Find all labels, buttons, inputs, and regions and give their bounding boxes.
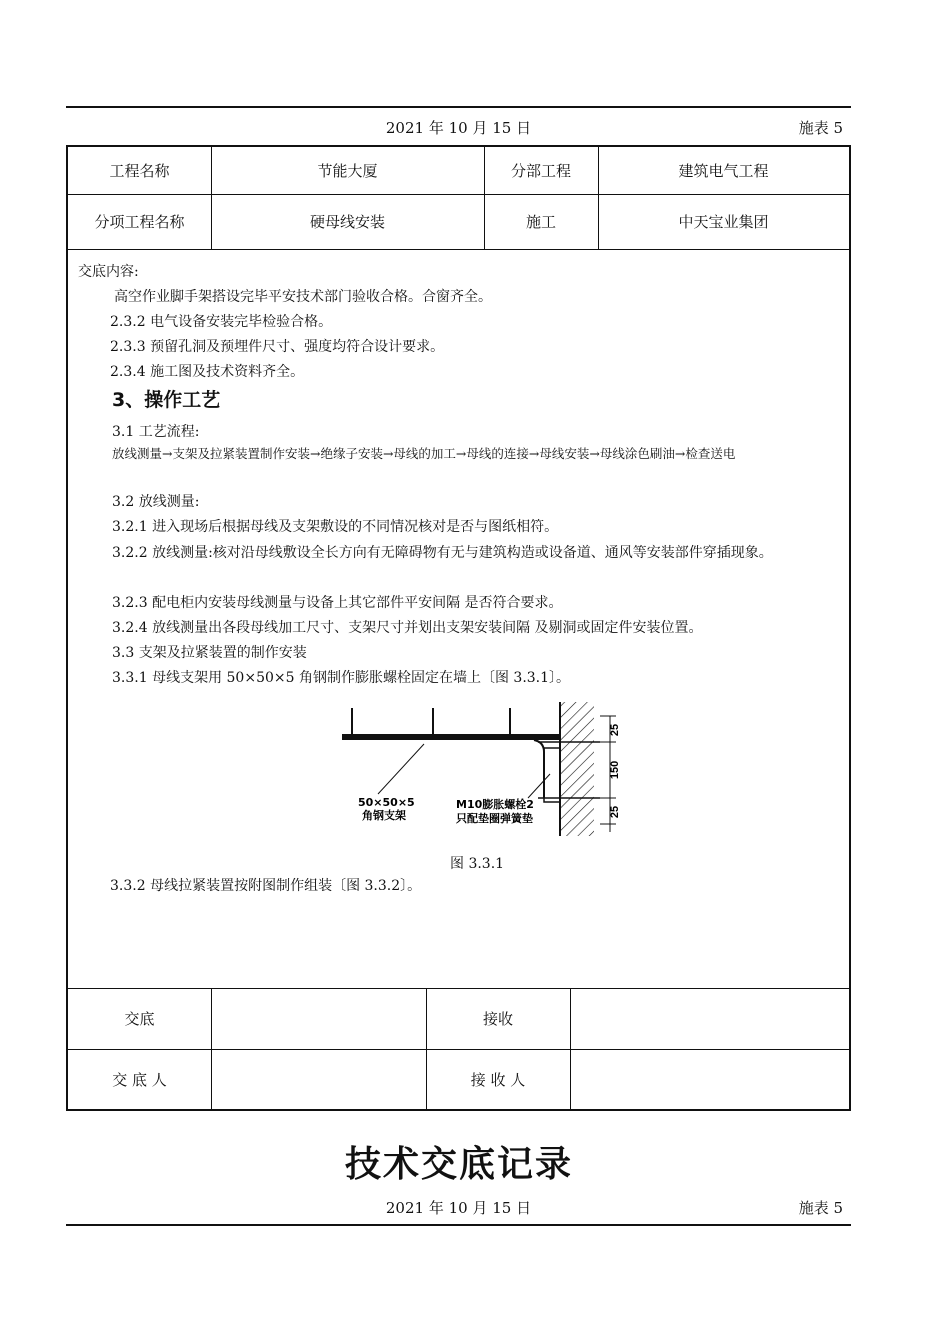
- value-division: 建筑电气工程: [678, 162, 769, 180]
- footer-date: 2021 年 10 月 15 日: [385, 1199, 532, 1217]
- header-form-number: 施表 5: [798, 119, 843, 137]
- section-3-3: 3.3 支架及拉紧装置的制作安装: [112, 645, 307, 661]
- section-3-2-2: 3.2.2 放线测量:核对沿母线敷设全长方向有无障碍物有无与建筑构造或设备道、通风等安装部件穿插现象。: [112, 545, 773, 561]
- bolt-label-1: M10膨胀螺栓2: [456, 798, 534, 811]
- info-bottom-divider: [68, 249, 849, 250]
- section-3-2-3: 3.2.3 配电柜内安装母线测量与设备上其它部件平安间隔 是否符合要求。: [112, 595, 563, 611]
- label-construction: 施工: [525, 213, 556, 231]
- document-title: 技术交底记录: [344, 1144, 573, 1185]
- section-title: 3、操作工艺: [112, 389, 221, 411]
- wall-plate: [544, 748, 560, 802]
- header-date: 2021 年 10 月 15 日: [385, 119, 532, 137]
- handover-person-field[interactable]: [211, 1049, 426, 1109]
- content-line-4: 2.3.4 施工图及技术资料齐全。: [110, 364, 305, 380]
- angle-label-2: 角钢支架: [362, 809, 406, 822]
- section-3-2: 3.2 放线测量:: [112, 494, 200, 510]
- footer-form-number: 施表 5: [798, 1199, 843, 1217]
- bolt-leader: [528, 774, 550, 798]
- label-subitem-name: 分项工程名称: [94, 213, 185, 231]
- process-flow: 放线测量→支架及拉紧装置制作安装→绝缘子安装→母线的加工→母线的连接→母线安装→母线涂色刷油→检查送电: [112, 446, 736, 461]
- label-division: 分部工程: [510, 162, 571, 180]
- content-line-2: 2.3.2 电气设备安装完毕检验合格。: [110, 314, 333, 330]
- dimension-mid: 150: [609, 760, 621, 780]
- label-handover: 交底: [124, 1010, 155, 1028]
- bottom-rule: [66, 1224, 851, 1226]
- value-subitem-name: 硬母线安装: [309, 213, 385, 231]
- section-3-3-2: 3.3.2 母线拉紧装置按附图制作组装〔图 3.3.2〕。: [110, 878, 422, 894]
- top-rule: [66, 106, 851, 108]
- dimension-top: 25: [609, 723, 621, 737]
- section-3-2-4: 3.2.4 放线测量出各段母线加工尺寸、支架尺寸并划出支架安装间隔 及剔洞或固定件安装位置。: [112, 620, 703, 636]
- record-frame: [66, 145, 851, 1111]
- process-title: 3.1 工艺流程:: [112, 424, 200, 440]
- label-project-name: 工程名称: [109, 162, 170, 180]
- receive-person-field[interactable]: [570, 1049, 849, 1109]
- wall-hatch: [560, 702, 594, 836]
- label-receive-person: 接 收 人: [470, 1070, 526, 1089]
- handover-signature-field[interactable]: [211, 988, 426, 1049]
- figure-caption: 图 3.3.1: [450, 856, 505, 872]
- angle-leader: [378, 744, 424, 794]
- content-line-1: 高空作业脚手架搭设完毕平安技术部门验收合格。合窗齐全。: [114, 289, 492, 305]
- receive-signature-field[interactable]: [570, 988, 849, 1049]
- value-project-name: 节能大厦: [317, 162, 378, 180]
- content-heading: 交底内容:: [78, 264, 139, 280]
- content-line-3: 2.3.3 预留孔洞及预埋件尺寸、强度均符合设计要求。: [110, 339, 445, 355]
- bolt-label-2: 只配垫圈弹簧垫: [456, 812, 533, 825]
- angle-label-1: 50×50×5: [358, 796, 415, 809]
- value-construction: 中天宝业集团: [678, 213, 769, 231]
- bracket-figure: [338, 702, 698, 842]
- section-3-3-1: 3.3.1 母线支架用 50×50×5 角钢制作膨胀螺栓固定在墙上〔图 3.3.1〕。: [112, 670, 571, 686]
- dimension-bottom: 25: [609, 805, 621, 819]
- section-3-2-1: 3.2.1 进入现场后根据母线及支架敷设的不同情况核对是否与图纸相符。: [112, 519, 559, 535]
- label-handover-person: 交 底 人: [112, 1070, 167, 1089]
- label-receive: 接收: [482, 1010, 513, 1028]
- angle-bracket: [342, 734, 560, 740]
